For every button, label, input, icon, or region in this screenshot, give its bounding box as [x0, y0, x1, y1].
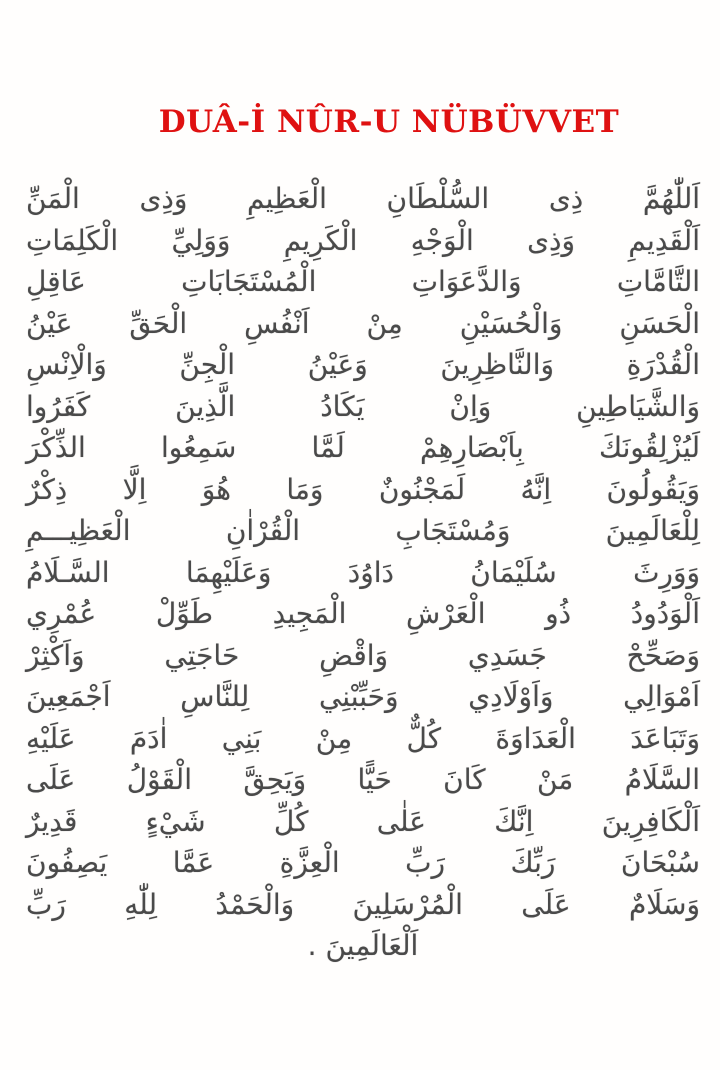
- arabic-line-18: وَسَلَامٌ عَلَى الْمُرْسَلِينَ وَالْحَمْدُ لِلّٰهِ رَبِّ: [26, 887, 700, 921]
- arabic-line-4: الْحَسَنِ وَالْحُسَيْنِ مِنْ اَنْفُسِ الْحَقِّ عَيْنُ: [26, 306, 700, 340]
- arabic-line-16: اَلْكَافِرِينَ اِنَّكَ عَلٰى كُلِّ شَيْءٍ قَدِيرٌ: [26, 804, 700, 838]
- arabic-line-17: سُبْحَانَ رَبِّكَ رَبِّ الْعِزَّةِ عَمَّا يَصِفُونَ: [26, 846, 700, 879]
- arabic-line-3: التَّامَّاتِ وَالدَّعَوَاتِ الْمُسْتَجَابَاتِ عَاقِلِ: [26, 265, 700, 298]
- arabic-prayer-text: [26, 178, 700, 967]
- arabic-line-2: اَلْقَدِيمِ وَذِى الْوَجْهِ الْكَرِيمِ وَوَلِيِّ الْكَلِمَاتِ: [26, 223, 700, 257]
- arabic-line-8: وَيَقُولُونَ اِنَّهُ لَمَجْنُونٌ وَمَا هُوَ اِلَّا ذِكْرٌ: [26, 472, 700, 506]
- arabic-line-19-final: اَلْعَالَمِينَ .: [307, 929, 419, 962]
- arabic-line-12: وَصَحِّحْ جَسَدِي وَاقْضِ حَاجَتِي وَاَكْثِرْ: [26, 638, 700, 672]
- arabic-line-13: اَمْوَالِي وَاَوْلَادِي وَحَبِّبْنِي لِلنَّاسِ اَجْمَعِينَ: [26, 680, 700, 713]
- arabic-line-11: اَلْوَدُودُ ذُو الْعَرْشِ الْمَجِيدِ طَوِّلْ عُمْرِي: [26, 597, 700, 630]
- arabic-line-10: وَوَرِثَ سُلَيْمَانُ دَاوُدَ وَعَلَيْهِمَا السَّـلَامُ: [26, 555, 700, 589]
- arabic-line-6: وَالشَّيَاطِينِ وَاِنْ يَكَادُ الَّذِينَ كَفَرُوا: [26, 389, 700, 423]
- page-title: DUÂ-İ NÛR-U NÜBÜVVET: [158, 104, 620, 140]
- arabic-line-15: السَّلَامُ مَنْ كَانَ حَيًّا وَيَحِقَّ الْقَوْلُ عَلَى: [26, 763, 700, 796]
- arabic-line-14: وَتَبَاعَدَ الْعَدَاوَةَ كُلٌّ مِنْ بَنِي اٰدَمَ عَلَيْهِ: [26, 721, 700, 755]
- arabic-line-5: الْقُدْرَةِ وَالنَّاظِرِينَ وَعَيْنُ الْجِنِّ وَالْاِنْسِ: [26, 348, 700, 381]
- arabic-line-7: لَيُزْلِقُونَكَ بِاَبْصَارِهِمْ لَمَّا سَمِعُوا الذِّكْرَ: [26, 431, 700, 464]
- arabic-line-1: اَللّٰهُمَّ ذِى السُّلْطَانِ الْعَظِيمِ وَذِى الْمَنِّ: [26, 182, 700, 215]
- arabic-line-9: لِلْعَالَمِينَ وَمُسْتَجَابِ الْقُرْاٰنِ الْعَظِيـــمِ: [26, 514, 700, 547]
